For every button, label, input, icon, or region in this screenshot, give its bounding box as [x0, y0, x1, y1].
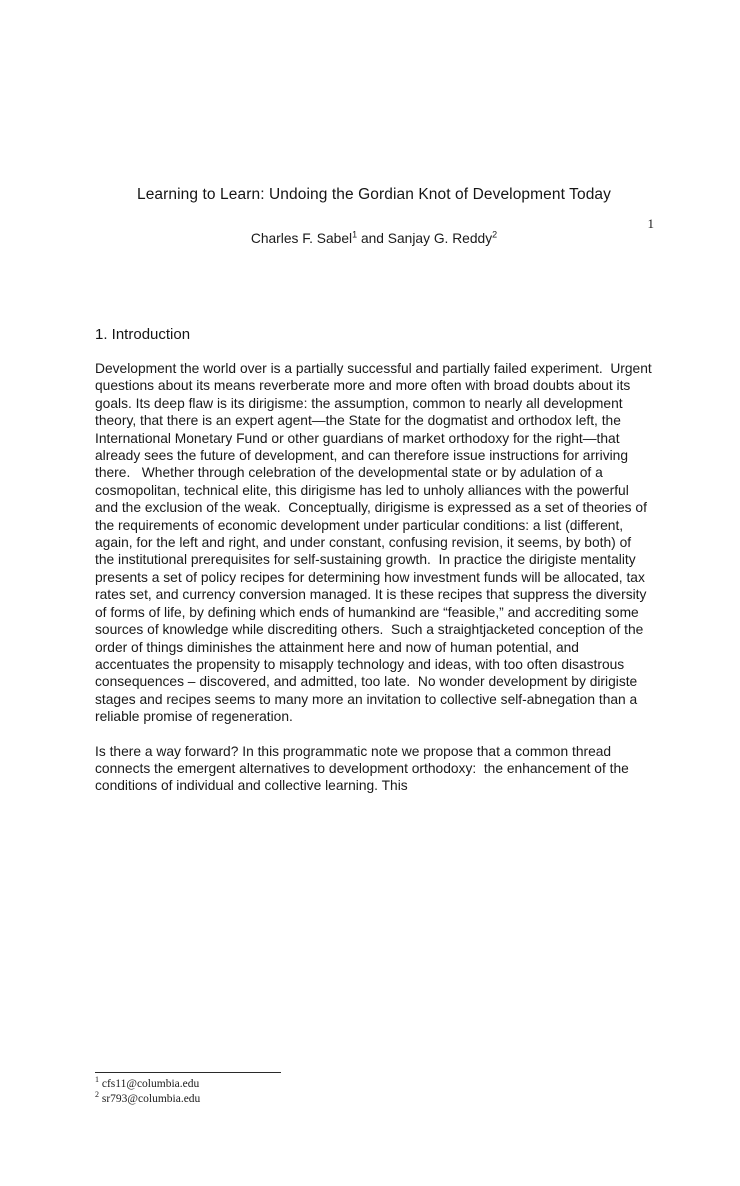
footnote-area: [95, 1072, 281, 1107]
author-2-name: Sanjay G. Reddy: [387, 231, 493, 246]
body-paragraph-1: Development the world over is a partially successful and partially failed experiment. Urgent questions about its means reverberate more and more often with broad doubts about its goals. Its deep flaw is its dirigisme: the assumption, common to nearly all development theory, that there is an expert agent—the State for the dogmatist and orthodox left, the International Monetary Fund or other guardians of market orthodoxy for the right—that already sees the future of development, and can therefore issue instructions for arriving there. Whether through celebration of the developmental state or by adulation of a cosmopolitan, technical elite, this dirigisme has led to unholy alliances with the powerful and the exclusion of the weak. Conceptually, dirigisme is expressed as a set of theories of the requirements of economic development under particular conditions: a list (different, again, for the left and right, and under constant, confusing revision, it seems, by both) of the institutional prerequisites for self-sustaining growth. In practice the dirigiste mentality presents a set of policy recipes for determining how investment funds will be allocated, tax rates set, and currency conversion managed. It is these recipes that suppress the diversity of forms of life, by defining which ends of humankind are “feasible,” and accrediting some sources of knowledge while discrediting others. Such a straightjacketed conception of the order of things diminishes the attainment here and now of human potential, and accentuates the propensity to misapply technology and ideas, with too often disastrous consequences – discovered, and admitted, too late. No wonder development by dirigiste stages and recipes seems to many more an invitation to collective self-abnegation than a reliable promise of regeneration.: [95, 361, 656, 725]
page-number: 1: [647, 216, 654, 231]
author-2-footnote-marker: 2: [492, 229, 498, 240]
author-line: [95, 231, 653, 246]
footnote-1-text: cfs11@columbia.edu: [101, 1078, 200, 1090]
footnote-separator-rule: [95, 1072, 281, 1073]
footnote-1: [95, 1077, 281, 1092]
footnote-2: [95, 1092, 281, 1107]
paper-title: Learning to Learn: Undoing the Gordian Knot of Development Today: [136, 186, 611, 203]
section-heading-introduction: 1. Introduction: [95, 326, 191, 343]
author-1-footnote-marker: 1: [352, 229, 358, 240]
author-connector: and: [357, 231, 388, 246]
author-1-name: Charles F. Sabel: [250, 231, 353, 246]
footnote-2-text: sr793@columbia.edu: [101, 1093, 201, 1105]
footnote-2-marker: 2: [95, 1090, 99, 1100]
paper-page: [0, 186, 740, 1186]
body-paragraph-2: Is there a way forward? In this programmatic note we propose that a common thread connects the emergent alternatives to development orthodoxy: the enhancement of the conditions of individual and collective learning. This: [95, 743, 633, 794]
page-content: [95, 186, 656, 795]
footnote-1-marker: 1: [95, 1075, 99, 1085]
